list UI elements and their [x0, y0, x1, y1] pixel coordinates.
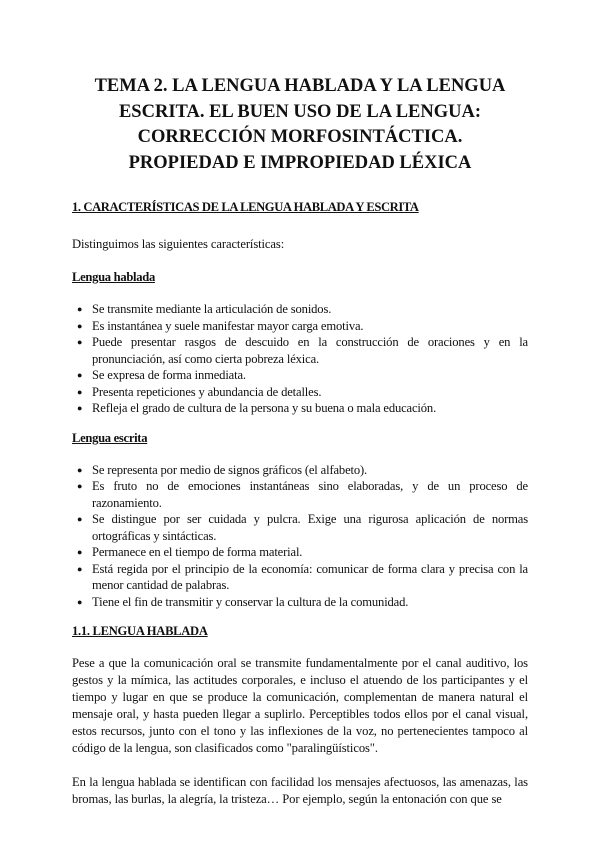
list-item — [72, 384, 528, 401]
list-item-text: Refleja el grado de cultura de la persona y su buena o mala educación. — [92, 401, 437, 415]
list-item-text: Se transmite mediante la articulación de sonidos. — [92, 302, 332, 316]
bullet-icon: ● — [77, 320, 83, 331]
bullet-icon: ● — [77, 304, 83, 314]
intro-paragraph: Distinguimos las siguientes características: — [72, 237, 285, 251]
bullet-icon: ● — [77, 514, 83, 524]
list-item — [72, 400, 528, 417]
list-item — [72, 544, 528, 561]
bullet-icon: ● — [77, 596, 83, 607]
list-item — [72, 301, 528, 318]
list-item-text: Se distingue por ser cuidada y pulcra. Exige una rigurosa aplicación de normas ortográficas y sintácticas. — [92, 512, 528, 543]
body-paragraph: En la lengua hablada se identifican con facilidad los mensajes afectuosos, las amenazas, las bromas, las burlas, la alegría, la tristeza… Por ejemplo, según la entonación con que se — [72, 775, 528, 806]
title-line: CORRECCIÓN MORFOSINTÁCTICA. — [137, 127, 463, 147]
list-item-text: Tiene el fin de transmitir y conservar la cultura de la comunidad. — [92, 594, 409, 609]
body-paragraph: Pese a que la comunicación oral se transmite fundamentalmente por el canal auditivo, los gestos y la mímica, las actitudes corporales, e incluso el atuendo de los participantes y el tiempo y lugar en que se produce la comunicación, complementan de manera natural el mensaje oral, y hasta pueden llegar a suplirlo. Perceptibles todos ellos por el canal visual, estos recursos, junto con el tono y las inflexiones de la voz, no pertenecientes tampoco al código de la lengua, son clasificados como "paralingüísticos". — [72, 656, 528, 755]
title-line: PROPIEDAD E IMPROPIEDAD LÉXICA — [128, 152, 472, 173]
list-item — [72, 334, 528, 367]
list-item-text: Se expresa de forma inmediata. — [92, 368, 246, 382]
spoken-language-heading: Lengua hablada — [72, 270, 155, 284]
list-item-text: Está regida por el principio de la economía: comunicar de forma clara y precisa con la menor cantidad de palabras. — [92, 561, 528, 592]
list-item — [72, 478, 528, 511]
list-item-text: Puede presentar rasgos de descuido en la construcción de oraciones y en la pronunciación, así como cierta pobreza léxica. — [92, 335, 528, 366]
section-heading: 1. CARACTERÍSTICAS DE LA LENGUA HABLADA Y ESCRITA — [72, 200, 419, 214]
title-line: TEMA 2. LA LENGUA HABLADA Y LA LENGUA — [94, 76, 506, 96]
subsection-heading: 1.1. LENGUA HABLADA — [72, 624, 208, 638]
bullet-icon: ● — [77, 403, 83, 413]
bullet-icon: ● — [77, 337, 83, 347]
spoken-language-list — [72, 301, 528, 417]
list-item-text: Es instantánea y suele manifestar mayor carga emotiva. — [92, 318, 364, 333]
list-item-text: Permanece en el tiempo de forma material. — [92, 545, 303, 559]
bullet-icon: ● — [77, 386, 83, 397]
written-language-list — [72, 462, 528, 611]
bullet-icon: ● — [77, 464, 83, 475]
list-item — [72, 594, 528, 611]
list-item — [72, 511, 528, 544]
list-item — [72, 462, 528, 479]
list-item-text: Presenta repeticiones y abundancia de detalles. — [92, 384, 322, 399]
bullet-icon: ● — [77, 370, 83, 380]
bullet-icon: ● — [77, 563, 83, 574]
bullet-icon: ● — [77, 481, 83, 491]
list-item — [72, 367, 528, 384]
document-title — [72, 74, 528, 176]
list-item-text: Se representa por medio de signos gráficos (el alfabeto). — [92, 462, 368, 477]
list-item — [72, 318, 528, 335]
list-item — [72, 561, 528, 594]
bullet-icon: ● — [77, 547, 83, 557]
written-language-heading: Lengua escrita — [72, 430, 148, 445]
list-item-text: Es fruto no de emociones instantáneas sino elaboradas, y de un proceso de razonamiento. — [92, 479, 528, 510]
title-line: ESCRITA. EL BUEN USO DE LA LENGUA: — [118, 101, 482, 122]
